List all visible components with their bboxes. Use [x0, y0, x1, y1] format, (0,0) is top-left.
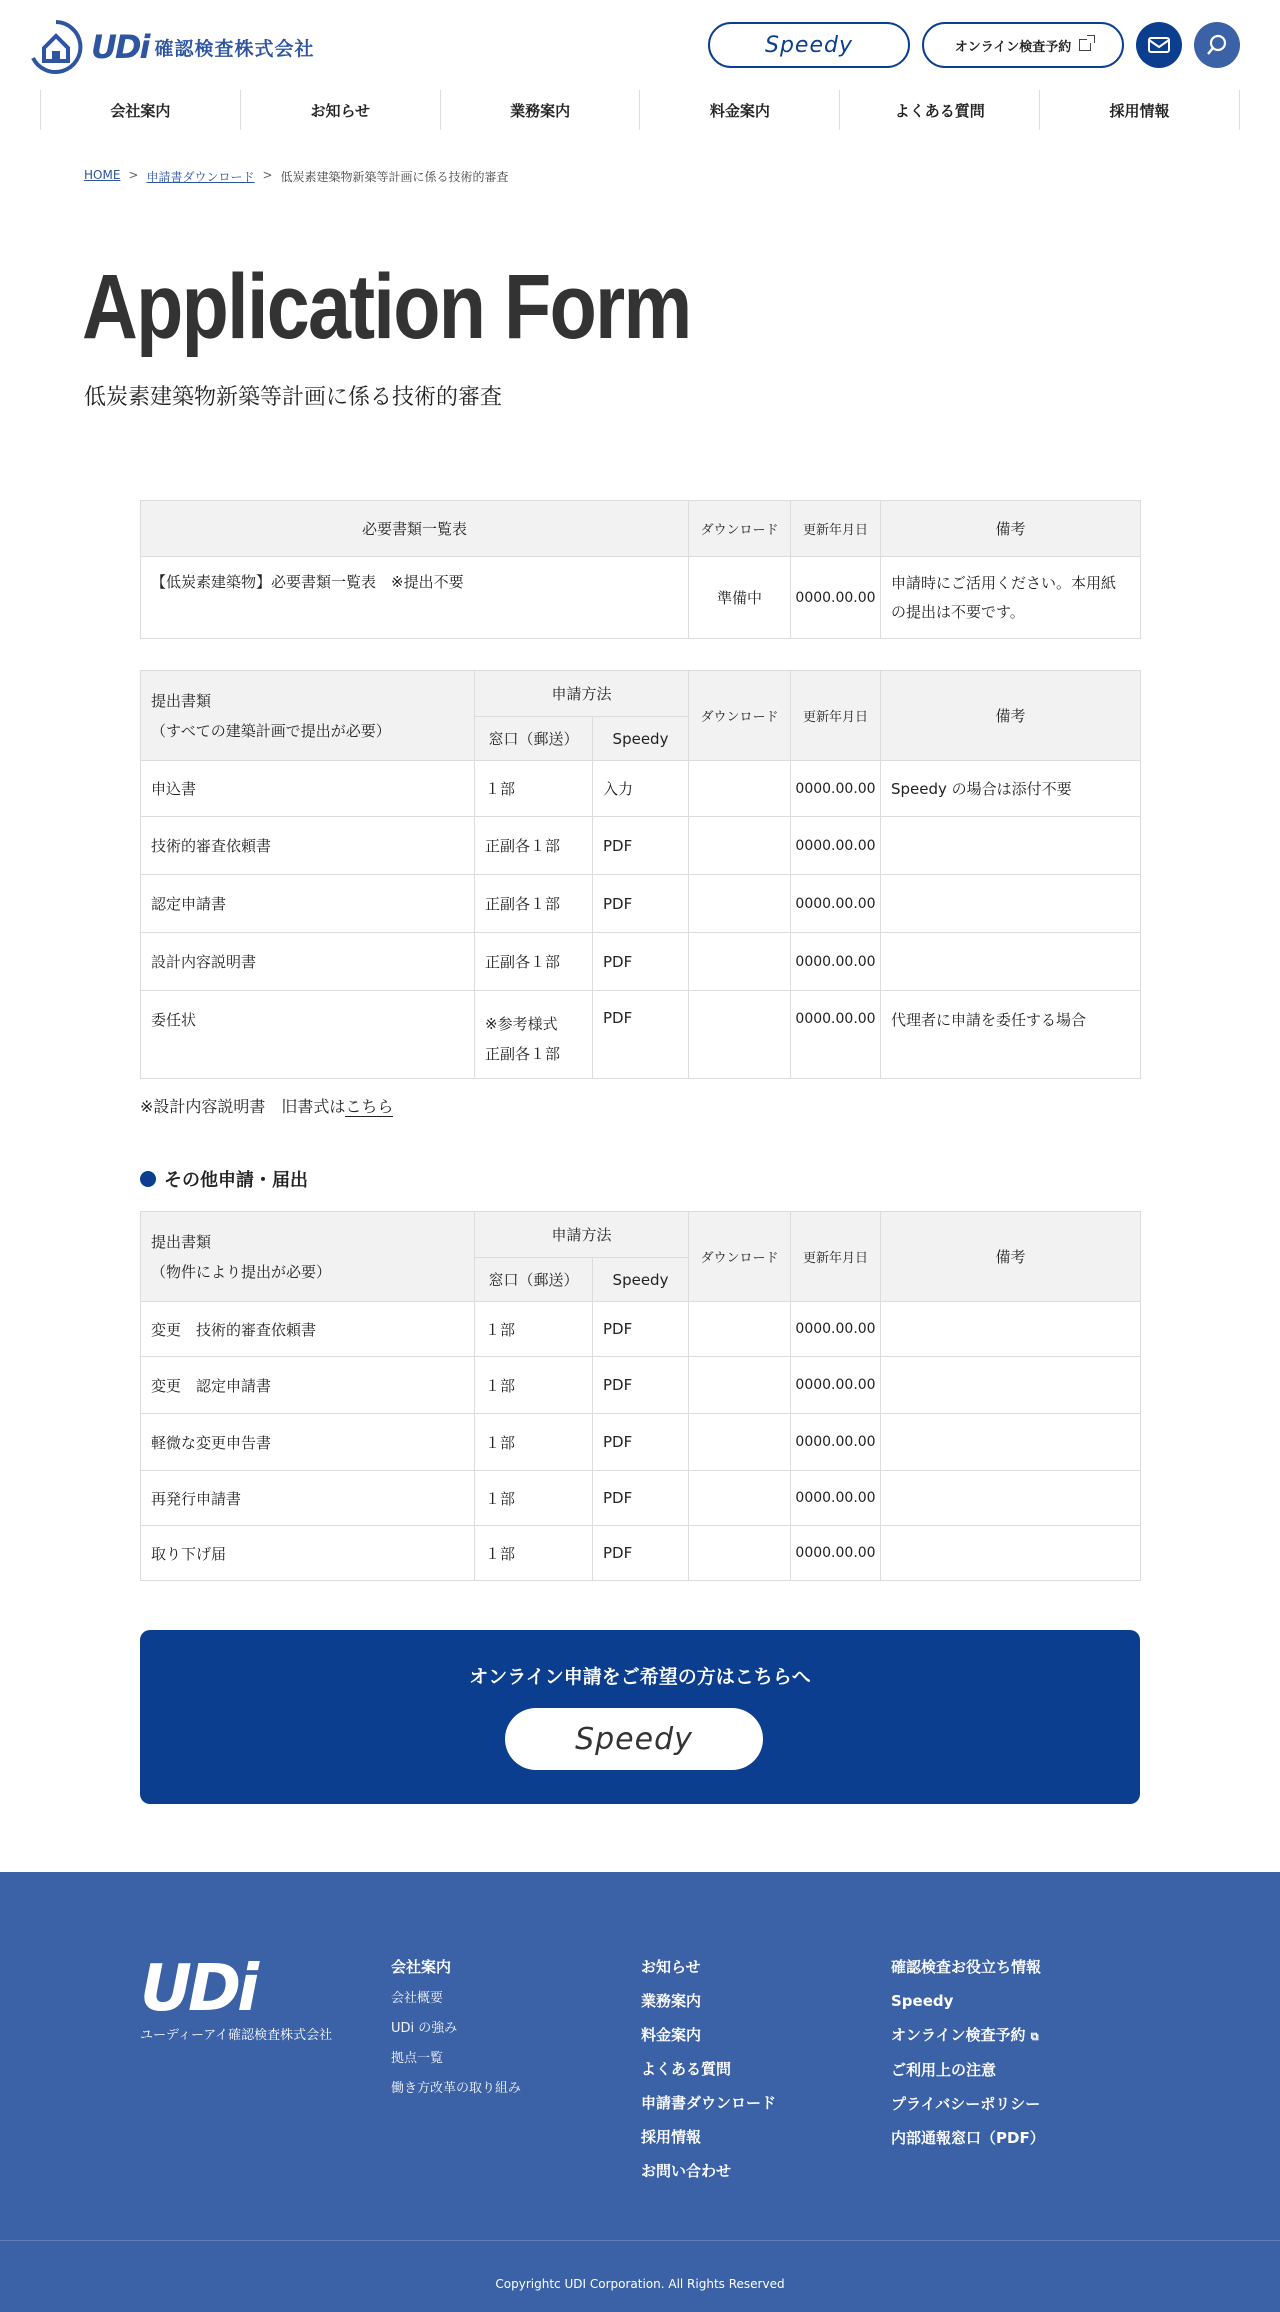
- table-header-doc-sub: （物件により提出が必要）: [151, 1262, 332, 1281]
- footer-link[interactable]: よくある質問: [641, 2060, 732, 2078]
- table-row: [141, 991, 1141, 1079]
- table-header: 更新年月日: [791, 501, 881, 557]
- doc-name: 技術的審査依頼書: [141, 817, 475, 875]
- table-row: [141, 1471, 1141, 1526]
- doc-name: 変更 認定申請書: [141, 1357, 475, 1414]
- table-row: [141, 1302, 1141, 1357]
- footer-company-name: ユーディーアイ確認検査株式会社: [140, 2028, 333, 2043]
- table-header-date: 更新年月日: [791, 671, 881, 761]
- doc-name: 認定申請書: [141, 875, 475, 933]
- search-button[interactable]: [1194, 22, 1240, 68]
- old-format-note-text: ※設計内容説明書 旧書式は: [140, 1097, 346, 1116]
- nav-item-news[interactable]: お知らせ: [240, 90, 440, 130]
- remarks: [881, 817, 1141, 875]
- doc-name: 申込書: [141, 761, 475, 817]
- footer-link-label: オンライン検査予約: [891, 2026, 1026, 2044]
- section-heading: [140, 1166, 308, 1192]
- window-qty: １部: [475, 1526, 593, 1581]
- remarks: [881, 1471, 1141, 1526]
- update-date: 0000.00.00: [791, 1414, 881, 1471]
- remarks: [881, 1526, 1141, 1581]
- remarks: [881, 875, 1141, 933]
- footer-link[interactable]: 働き方改革の取り組み: [391, 2081, 522, 2096]
- footer-link[interactable]: 会社案内: [391, 1958, 452, 1976]
- update-date: 0000.00.00: [791, 817, 881, 875]
- table-row: [141, 875, 1141, 933]
- update-date: 0000.00.00: [791, 1526, 881, 1581]
- nav-item-company[interactable]: 会社案内: [40, 90, 240, 130]
- footer-link[interactable]: ご利用上の注意: [891, 2061, 997, 2079]
- update-date: 0000.00.00: [791, 991, 881, 1079]
- mail-button[interactable]: [1136, 22, 1182, 68]
- site-footer: [0, 1872, 1280, 2312]
- update-date: 0000.00.00: [791, 761, 881, 817]
- doc-name: 再発行申請書: [141, 1471, 475, 1526]
- download-cell[interactable]: [689, 1526, 791, 1581]
- table-header-method: 申請方法: [475, 671, 689, 717]
- table-row: [141, 817, 1141, 875]
- table-row: [141, 1357, 1141, 1414]
- download-cell[interactable]: [689, 1302, 791, 1357]
- main-nav: [40, 90, 1240, 130]
- page-subtitle: 低炭素建築物新築等計画に係る技術的審査: [84, 385, 503, 410]
- window-qty: 正副各１部: [485, 1045, 561, 1063]
- table-header: ダウンロード: [689, 501, 791, 557]
- download-cell[interactable]: [689, 761, 791, 817]
- download-cell[interactable]: [689, 1414, 791, 1471]
- doc-name: 取り下げ届: [141, 1526, 475, 1581]
- footer-col-info: [891, 1956, 1045, 2161]
- speedy-method: PDF: [593, 1414, 689, 1471]
- remarks: 申請時にご活用ください。本用紙の提出は不要です。: [881, 557, 1141, 639]
- download-status: 準備中: [689, 557, 791, 639]
- window-qty: １部: [475, 1414, 593, 1471]
- speedy-method: PDF: [593, 1357, 689, 1414]
- speedy-method: PDF: [593, 1471, 689, 1526]
- nav-item-faq[interactable]: よくある質問: [839, 90, 1039, 130]
- speedy-method: PDF: [593, 933, 689, 991]
- update-date: 0000.00.00: [791, 1302, 881, 1357]
- other-applications-table: [140, 1211, 1140, 1581]
- download-cell[interactable]: [689, 817, 791, 875]
- doc-name: 軽微な変更申告書: [141, 1414, 475, 1471]
- breadcrumb-current: 低炭素建築物新築等計画に係る技術的審査: [280, 170, 509, 184]
- window-qty-cell: [475, 991, 593, 1079]
- mail-icon: [1148, 37, 1170, 53]
- nav-item-recruit[interactable]: 採用情報: [1039, 90, 1240, 130]
- table-header-doc-title: 提出書類: [151, 1232, 212, 1251]
- window-qty: 正副各１部: [475, 875, 593, 933]
- speedy-method: PDF: [593, 817, 689, 875]
- old-format-note: [140, 1094, 393, 1117]
- footer-link[interactable]: 料金案内: [641, 2026, 702, 2044]
- breadcrumb: [84, 168, 509, 185]
- site-logo[interactable]: [27, 18, 315, 76]
- window-qty: １部: [475, 1302, 593, 1357]
- table-header-doc: [141, 1212, 475, 1302]
- section-heading-text: その他申請・届出: [164, 1170, 308, 1191]
- speedy-cta-label: Speedy: [575, 1721, 693, 1757]
- window-qty: 正副各１部: [475, 817, 593, 875]
- table-row: [141, 1526, 1141, 1581]
- footer-link[interactable]: 申請書ダウンロード: [641, 2094, 777, 2112]
- copyright: Copyrightc UDI Corporation. All Rights Reserved: [495, 2277, 785, 2291]
- update-date: 0000.00.00: [791, 1471, 881, 1526]
- table-header-speedy: Speedy: [593, 1258, 689, 1302]
- update-date: 0000.00.00: [791, 557, 881, 639]
- table-header-note: 備考: [881, 1212, 1141, 1302]
- table-header: 備考: [881, 501, 1141, 557]
- table-header-speedy: Speedy: [593, 717, 689, 761]
- footer-col-company: [391, 1956, 521, 2107]
- logo-wordmark: UDi: [91, 28, 149, 66]
- footer-link[interactable]: UDi の強み: [391, 2021, 458, 2036]
- online-inspection-button[interactable]: [922, 22, 1124, 68]
- download-cell[interactable]: [689, 1471, 791, 1526]
- remarks: 代理者に申請を委任する場合: [881, 991, 1141, 1079]
- window-qty: １部: [475, 1471, 593, 1526]
- table-header-note: 備考: [881, 671, 1141, 761]
- online-inspection-label: オンライン検査予約: [954, 39, 1072, 55]
- footer-link[interactable]: 確認検査お役立ち情報: [891, 1958, 1042, 1976]
- footer-link[interactable]: Speedy: [891, 1992, 954, 2010]
- breadcrumb-separator: >: [128, 168, 139, 182]
- speedy-method: PDF: [593, 991, 689, 1079]
- speedy-button[interactable]: [708, 22, 910, 68]
- table-header-date: 更新年月日: [791, 1212, 881, 1302]
- speedy-method: PDF: [593, 1526, 689, 1581]
- table-row: [141, 557, 1141, 639]
- bullet-dot-icon: [140, 1171, 156, 1187]
- table-header: 必要書類一覧表: [141, 501, 689, 557]
- logo-company-name: 確認検査株式会社: [154, 37, 315, 60]
- footer-link[interactable]: 内部通報窓口（PDF）: [891, 2129, 1045, 2147]
- doc-name: 変更 技術的審査依頼書: [141, 1302, 475, 1357]
- speedy-method: 入力: [593, 761, 689, 817]
- page-title: Application Form: [82, 256, 691, 358]
- update-date: 0000.00.00: [791, 875, 881, 933]
- download-cell[interactable]: [689, 991, 791, 1079]
- footer-link[interactable]: プライバシーポリシー: [891, 2095, 1041, 2113]
- doc-name: 【低炭素建築物】必要書類一覧表 ※提出不要: [141, 557, 689, 639]
- footer-col-main: [641, 1956, 776, 2194]
- download-cell[interactable]: [689, 1357, 791, 1414]
- external-link-icon: [1079, 39, 1091, 51]
- window-qty: 正副各１部: [475, 933, 593, 991]
- required-docs-table: [140, 500, 1140, 639]
- window-qty: １部: [475, 761, 593, 817]
- remarks: [881, 933, 1141, 991]
- table-header-download: ダウンロード: [689, 1212, 791, 1302]
- window-qty: ※参考様式: [485, 1015, 558, 1033]
- footer-link[interactable]: お知らせ: [641, 1958, 701, 1976]
- window-qty: １部: [475, 1357, 593, 1414]
- online-application-banner: [140, 1630, 1140, 1804]
- old-format-link[interactable]: こちら: [345, 1097, 394, 1116]
- doc-name: 委任状: [141, 991, 475, 1079]
- table-header-doc: [141, 671, 475, 761]
- footer-link[interactable]: お問い合わせ: [641, 2162, 732, 2180]
- footer-link[interactable]: 採用情報: [641, 2128, 702, 2146]
- footer-divider: [0, 2240, 1280, 2241]
- footer-link[interactable]: 業務案内: [641, 1992, 702, 2010]
- table-header-window: 窓口（郵送）: [475, 1258, 593, 1302]
- table-header-window: 窓口（郵送）: [475, 717, 593, 761]
- table-header-download: ダウンロード: [689, 671, 791, 761]
- remarks: Speedy の場合は添付不要: [881, 761, 1141, 817]
- table-row: [141, 933, 1141, 991]
- submission-docs-table: [140, 670, 1140, 1079]
- nav-item-pricing[interactable]: 料金案内: [639, 90, 839, 130]
- download-cell[interactable]: [689, 875, 791, 933]
- table-header-doc-title: 提出書類: [151, 691, 212, 710]
- breadcrumb-separator: >: [262, 168, 273, 182]
- breadcrumb-parent[interactable]: 申請書ダウンロード: [146, 170, 255, 184]
- update-date: 0000.00.00: [791, 933, 881, 991]
- update-date: 0000.00.00: [791, 1357, 881, 1414]
- remarks: [881, 1302, 1141, 1357]
- external-link-icon: ⧉: [1030, 2030, 1039, 2043]
- speedy-cta-button[interactable]: [505, 1708, 763, 1770]
- footer-link[interactable]: 拠点一覧: [391, 2051, 444, 2066]
- speedy-button-label: Speedy: [765, 32, 853, 58]
- table-row: [141, 1414, 1141, 1471]
- doc-name: 設計内容説明書: [141, 933, 475, 991]
- nav-item-services[interactable]: 業務案内: [440, 90, 640, 130]
- footer-link-online[interactable]: [891, 2024, 1045, 2048]
- banner-text: オンライン申請をご希望の方はこちらへ: [469, 1666, 811, 1688]
- footer-link[interactable]: 会社概要: [391, 1991, 444, 2006]
- footer-logo[interactable]: UDi: [140, 1952, 256, 2026]
- site-header: [0, 0, 1280, 90]
- house-logo-icon: [27, 18, 85, 76]
- table-header-doc-sub: （すべての建築計画で提出が必要）: [151, 721, 391, 740]
- remarks: [881, 1414, 1141, 1471]
- speedy-method: PDF: [593, 875, 689, 933]
- table-header-method: 申請方法: [475, 1212, 689, 1258]
- table-row: [141, 761, 1141, 817]
- search-icon: [1206, 34, 1228, 56]
- download-cell[interactable]: [689, 933, 791, 991]
- speedy-method: PDF: [593, 1302, 689, 1357]
- remarks: [881, 1357, 1141, 1414]
- breadcrumb-home[interactable]: HOME: [84, 168, 121, 182]
